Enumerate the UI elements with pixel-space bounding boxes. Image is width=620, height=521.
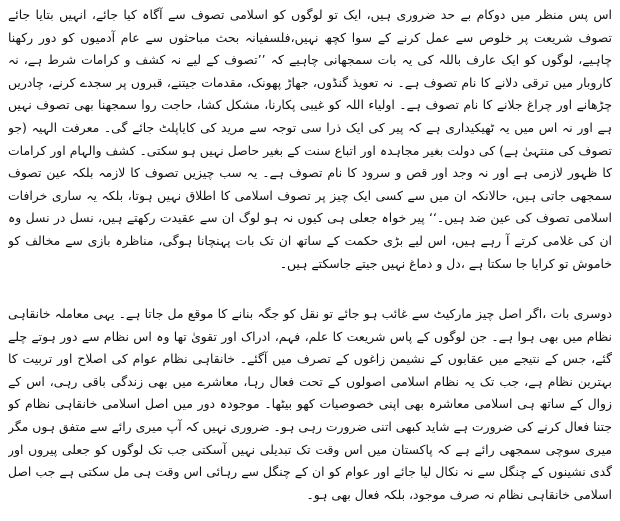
paragraph-gap — [8, 287, 612, 303]
paragraph-sufism-awareness: اس پس منظر میں دوکام بے حد ضروری ہیں، ایک تو لوگوں کو اسلامی تصوف سے آگاہ کیا جائے، انہیں بتایا جائے تصوف شریعت پر خلوص سے عمل کرنے کے سوا کچھ نہیں،فلسفیانہ بحث مباحثوں سے عام آدمیوں کو دور رکھنا چاہیے، لوگوں کو ایک عارف باللہ کی یہ بات سمجھانی چاہیے کہ ’’تصوف کے لیے نہ کشف و کرامات شرط ہے، نہ کاروبار میں ترقی دلانے کا نام تصوف ہے۔ نہ تعویذ گنڈوں، جھاڑ پھونک، مقدمات جیتنے، قبروں پر سجدے کرنے، چادریں چڑھانے اور چراغ جلانے کا نام تصوف ہے۔ اولیاء اللہ کو غیبی پکارنا، مشکل کشا، حاجت روا سمجھنا بھی تصوف نہیں ہے اور نہ اس میں یہ ٹھیکیداری ہے کہ پیر کی ایک ذرا سی توجہ سے مرید کی کایاپلٹ جائے گی۔ معرفت الہیہ (جو تصوف کی منتہیٰ ہے) کی دولت بغیر مجاہدہ اور اتباع سنت کے بغیر حاصل نہیں ہو سکتی۔ کشف والہام اور کرامات کا ظہور لازمی ہے اور نہ وجد اور قص و سرود کا نام تصوف ہے۔ یہ سب چیزیں تصوف کا لازمہ بلکہ عین تصوف سمجھی جاتی ہیں، حالانکہ ان میں سے کسی ایک چیز پر تصوف اسلامی کا اطلاق نہیں ہوتا، بلکہ یہ ساری خرافات اسلامی تصوف کی عین ضد ہیں۔‘‘ پیر خواہ جعلی ہی کیوں نہ ہو لوگ ان سے عقیدت رکھتے ہیں، نسل در نسل وہ ان کی غلامی کرتے آ رہے ہیں، اس لیے بڑی حکمت کے ساتھ ان تک بات پہنچانا ہوگی، مناظرہ بازی سے مخالف کو خاموش تو کرایا جا سکتا ہے ،دل و دماغ نہیں جیتے جاسکتے ہیں۔ — [8, 7, 612, 271]
paragraph-khanqahi-system: دوسری بات ،اگر اصل چیز مارکیٹ سے غائب ہو جائے تو نقل کو جگہ بنانے کا موقع مل جاتا ہے۔ یہی معاملہ خانقاہی نظام میں بھی ہوا ہے۔ جن لوگوں کے پاس شریعت کا علم، فہم، ادراک اور تقویٰ تھا وہ اس نظام سے دور ہوتے چلے گئے، جس کے نتیجے میں عقابوں کے نشیمن زاغوں کے تصرف میں آگئے۔ خانقاہی نظام عوام کی اصلاح اور تربیت کا بہترین نظام ہے، جب تک یہ نظام اسلامی اصولوں کے تحت فعال رہا، معاشرے میں بھی زندگی باقی رہی، اس کے زوال کے ساتھ ہی اسلامی معاشرہ بھی اپنی خصوصیات کھو بیٹھا۔ موجودہ دور میں اصل اسلامی خانقاہی نظام کو جتنا فعال کرنے کی ضرورت ہے شاید کبھی اتنی ضرورت رہی ہو۔ ضروری نہیں کہ آپ میری رائے سے متفق ہوں مگر میری سوچی سمجھی رائے ہے کہ پاکستان میں اس وقت تک تبدیلی نہیں آسکتی جب تک لوگوں کو جعلی پیروں اور گدی نشینوں کے چنگل سے نہ نکال لیا جائے اور عوام کو ان کے چنگل سے رہائی اس وقت ہی مل سکتی ہے جب اصل اسلامی خانقاہی نظام نہ صرف موجود، بلکہ فعال بھی ہو۔ — [8, 306, 612, 502]
